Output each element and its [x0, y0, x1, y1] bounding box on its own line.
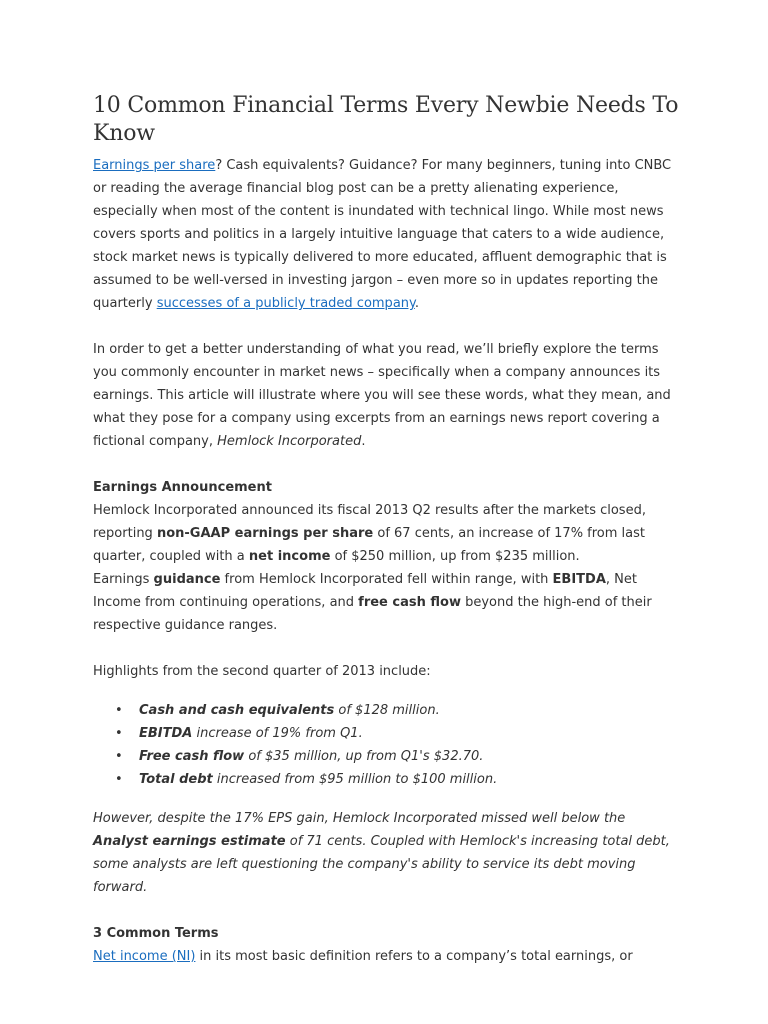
- highlights-intro: Highlights from the second quarter of 2013 include:: [93, 664, 431, 679]
- however-text: However, despite the 17% EPS gain, Hemlock Incorporated missed well below the: [93, 811, 626, 826]
- guidance-text: from Hemlock Incorporated fell within range, with: [220, 572, 553, 587]
- term-net-income: net income: [248, 549, 331, 564]
- guidance-paragraph: [93, 568, 683, 637]
- term-guidance: guidance: [153, 572, 221, 587]
- highlight-term: EBITDA: [139, 726, 193, 741]
- term-free-cash-flow: free cash flow: [358, 595, 461, 610]
- announcement-text: of 67 cents, an increase of 17% from last quarter, coupled with a: [93, 526, 646, 564]
- highlight-text: of $128 million.: [334, 703, 440, 718]
- publicly-traded-company-link[interactable]: successes of a publicly traded company: [156, 296, 415, 311]
- list-item: [139, 745, 683, 768]
- list-item: [139, 699, 683, 722]
- highlight-term: Free cash flow: [139, 749, 245, 764]
- guidance-text: beyond the high-end of their respective guidance ranges.: [93, 595, 652, 633]
- guidance-text: Earnings: [93, 572, 154, 587]
- earnings-per-share-link[interactable]: Earnings per share: [93, 158, 216, 173]
- term-ebitda: EBITDA: [552, 572, 606, 587]
- article: [93, 92, 683, 968]
- term-analyst-estimate: Analyst earnings estimate: [93, 834, 286, 849]
- list-item: [139, 722, 683, 745]
- highlight-term: Total debt: [139, 772, 213, 787]
- however-text: of 71 cents. Coupled with Hemlock's increasing total debt, some analysts are left questioning the company's ability to service its debt moving forward.: [93, 834, 670, 895]
- article-title: 10 Common Financial Terms Every Newbie Needs To Know: [93, 93, 679, 146]
- highlight-text: of $35 million, up from Q1's $32.70.: [244, 749, 484, 764]
- company-name: Hemlock Incorporated: [217, 434, 362, 449]
- highlights-list: [93, 699, 683, 791]
- intro-end: .: [414, 296, 419, 311]
- highlight-text: increased from $95 million to $100 million.: [212, 772, 498, 787]
- announcement-text: of $250 million, up from $235 million.: [330, 549, 580, 564]
- announcement-text: Hemlock Incorporated announced its fiscal 2013 Q2 results after the markets closed, reporting: [93, 503, 646, 541]
- common-terms-heading: 3 Common Terms: [93, 926, 219, 941]
- list-item: [139, 768, 683, 791]
- however-paragraph: [93, 807, 683, 899]
- explore-text: In order to get a better understanding of what you read, we’ll briefly explore the terms you commonly encounter in market news – specifically when a company announces its earnings. This article will illustrate where you will see these words, what they mean, and what they pose for a company using excerpts from an earnings news report covering a fictional company,: [93, 342, 671, 449]
- net-income-link[interactable]: Net income (NI): [93, 949, 196, 964]
- announcement-paragraph: [93, 499, 683, 568]
- term-non-gaap-eps: non-GAAP earnings per share: [156, 526, 374, 541]
- highlight-term: Cash and cash equivalents: [139, 703, 335, 718]
- intro-text: ? Cash equivalents? Guidance? For many beginners, tuning into CNBC or reading the average financial blog post can be a pretty alienating experience, especially when most of the content is inundated with technical lingo. While most news covers sports and politics in a largely intuitive language that caters to a wide audience, stock market news is typically delivered to more educated, affluent demographic that is assumed to be well-versed in investing jargon – even more so in updates reporting the quarterly: [93, 158, 672, 311]
- net-income-paragraph: [93, 945, 683, 968]
- earnings-announcement-heading: Earnings Announcement: [93, 480, 272, 495]
- explore-paragraph: [93, 338, 683, 453]
- intro-paragraph: [93, 154, 683, 315]
- net-income-text: in its most basic definition refers to a company’s total earnings, or: [195, 949, 633, 964]
- explore-end: .: [361, 434, 366, 449]
- guidance-text: , Net Income from continuing operations, and: [93, 572, 637, 610]
- highlight-text: increase of 19% from Q1.: [192, 726, 363, 741]
